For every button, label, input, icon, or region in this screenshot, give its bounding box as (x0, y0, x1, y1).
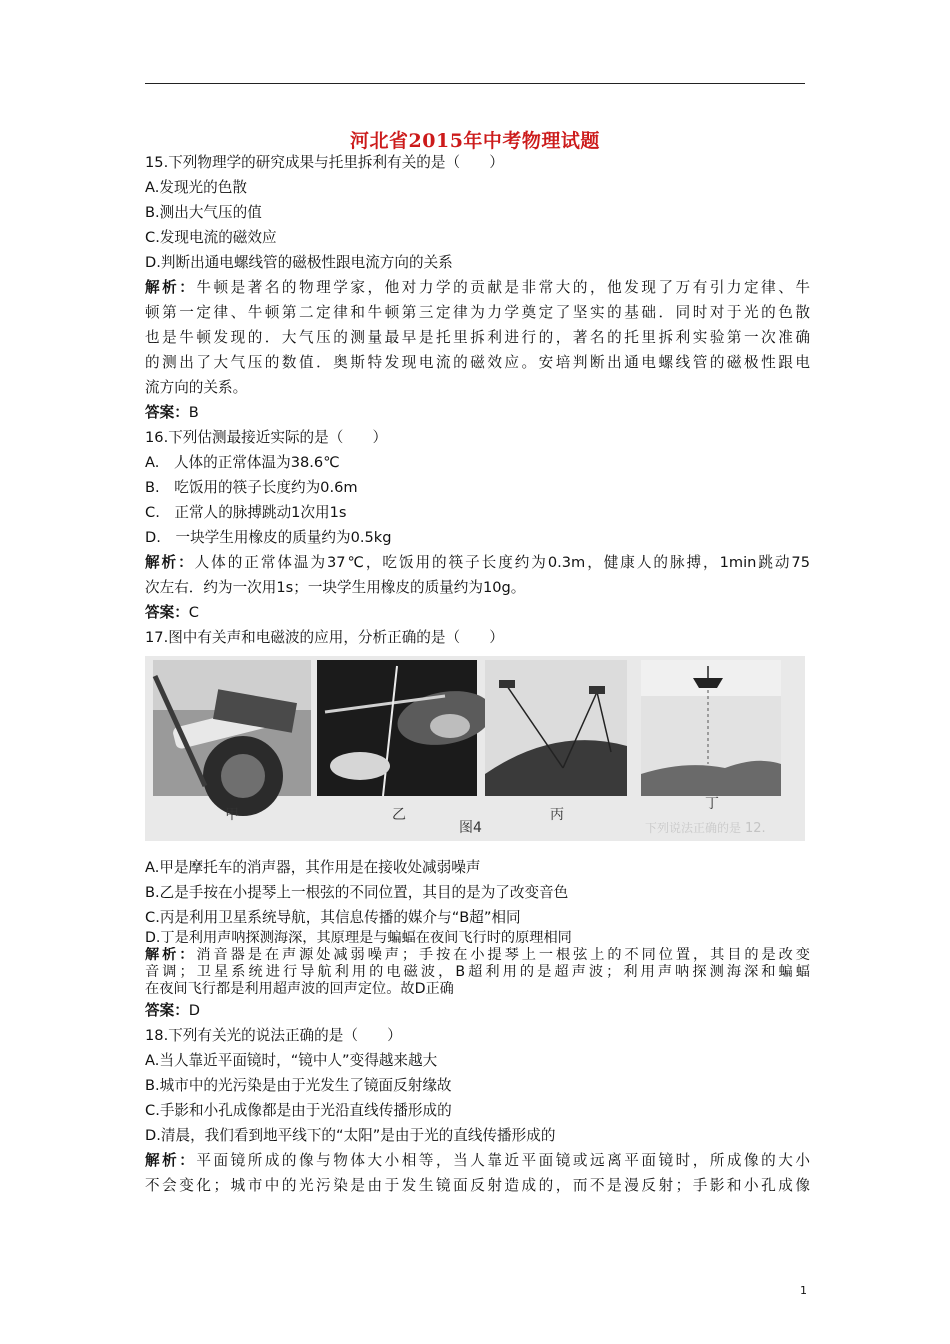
q18-analysis-line: 不会变化；城市中的光污染是由于发生镜面反射造成的，而不是漫反射；手影和小孔成像 (145, 1177, 810, 1194)
q17-analysis-label: 解析： (145, 947, 197, 963)
q16-answer: 答案：C (145, 604, 199, 621)
q17-stem: 17.图中有关声和电磁波的应用，分析正确的是（ ） (145, 629, 504, 646)
ghost-text: 12. (745, 821, 766, 836)
page-title: 河北省2015年中考物理试题 (350, 130, 600, 152)
panel-bing-satellite-image (485, 660, 627, 796)
q16-answer-label: 答案： (145, 604, 189, 621)
q15-option-d: D.判断出通电螺线管的磁极性跟电流方向的关系 (145, 254, 453, 271)
panel-label-bing: 丙 (550, 807, 564, 823)
q16-option-c: C. 正常人的脉搏跳动1次用1s (145, 504, 347, 521)
q15-answer: 答案：B (145, 404, 199, 421)
q17-option-c: C.丙是利用卫星系统导航，其信息传播的媒介与“B超”相同 (145, 909, 521, 926)
q16-option-a: A. 人体的正常体温为38.6℃ (145, 454, 340, 471)
q17-answer-label: 答案： (145, 1002, 189, 1019)
q17-analysis-line: 音调；卫星系统进行导航利用的电磁波，B超利用的是超声波；利用声呐探测海深和蝙蝠 (145, 964, 810, 980)
q17-analysis-line: 解析：消音器是在声源处减弱噪声；手按在小提琴上一根弦上的不同位置，其目的是改变 (145, 947, 810, 963)
q15-option-c: C.发现电流的磁效应 (145, 229, 277, 246)
q18-option-d: D.清晨，我们看到地平线下的“太阳”是由于光的直线传播形成的 (145, 1127, 556, 1144)
panel-jia-motorcycle-image (153, 660, 311, 816)
ghost-text: 下列说法正确的是 (645, 821, 742, 835)
panel-ding-sonar-image (641, 660, 781, 796)
q15-option-b: B.测出大气压的值 (145, 204, 262, 221)
figure-caption: 图4 (459, 820, 482, 836)
q15-analysis-line: 的测出了大气压的数值．奥斯特发现电流的磁效应。安培判断出通电螺线管的磁极性跟电 (145, 354, 810, 371)
header-rule (145, 83, 805, 84)
q16-analysis-line: 解析：人体的正常体温为37℃，吃饭用的筷子长度约为0.3m，健康人的脉搏，1min跳动75 (145, 554, 810, 571)
panel-label-ding: 丁 (705, 796, 719, 812)
panel-yi-violin-image (317, 660, 497, 796)
q15-analysis-label: 解析： (145, 279, 197, 296)
q18-stem: 18.下列有关光的说法正确的是（ ） (145, 1027, 402, 1044)
document-body (145, 150, 810, 1198)
q15-analysis-line: 流方向的关系。 (145, 379, 248, 396)
q18-analysis-label: 解析： (145, 1152, 197, 1169)
q17-figure (145, 656, 805, 841)
q17-option-a: A.甲是摩托车的消声器，其作用是在接收处减弱噪声 (145, 859, 481, 876)
q16-option-b: B. 吃饭用的筷子长度约为0.6m (145, 479, 358, 496)
panel-label-yi: 乙 (392, 807, 406, 823)
q15-stem: 15.下列物理学的研究成果与托里拆利有关的是（ ） (145, 154, 504, 171)
q18-option-c: C.手影和小孔成像都是由于光沿直线传播形成的 (145, 1102, 452, 1119)
q18-option-a: A.当人靠近平面镜时，“镜中人”变得越来越大 (145, 1052, 438, 1069)
q18-analysis-line: 解析：平面镜所成的像与物体大小相等，当人靠近平面镜或远离平面镜时，所成像的大小 (145, 1152, 810, 1169)
q18-option-b: B.城市中的光污染是由于光发生了镜面反射缘故 (145, 1077, 452, 1094)
page-number: 1 (800, 1284, 807, 1297)
q17-analysis-line: 在夜间飞行都是利用超声波的回声定位。故D正确 (145, 981, 454, 997)
q16-stem: 16.下列估测最接近实际的是（ ） (145, 429, 388, 446)
q15-analysis-line: 顿第一定律、牛顿第二定律和牛顿第三定律为力学奠定了坚实的基础．同时对于光的色散 (145, 304, 810, 321)
q16-option-d: D. 一块学生用橡皮的质量约为0.5kg (145, 529, 392, 546)
q16-analysis-label: 解析： (145, 554, 195, 571)
q16-analysis-line: 次左右．约为一次用1s；一块学生用橡皮的质量约为10g。 (145, 579, 526, 596)
figure-illustration (145, 656, 805, 841)
q17-option-b: B.乙是手按在小提琴上一根弦的不同位置，其目的是为了改变音色 (145, 884, 569, 901)
q15-answer-label: 答案： (145, 404, 189, 421)
q17-option-d: D.丁是利用声呐探测海深，其原理是与蝙蝠在夜间飞行时的原理相同 (145, 930, 572, 946)
q15-analysis-line: 也是牛顿发现的．大气压的测量最早是托里拆利进行的，著名的托里拆利实验第一次准确 (145, 329, 810, 346)
panel-label-jia: 甲 (225, 807, 239, 823)
q17-answer: 答案：D (145, 1002, 201, 1019)
q15-option-a: A.发现光的色散 (145, 179, 247, 196)
q15-analysis-line: 解析：牛顿是著名的物理学家，他对力学的贡献是非常大的，他发现了万有引力定律、牛 (145, 279, 810, 296)
